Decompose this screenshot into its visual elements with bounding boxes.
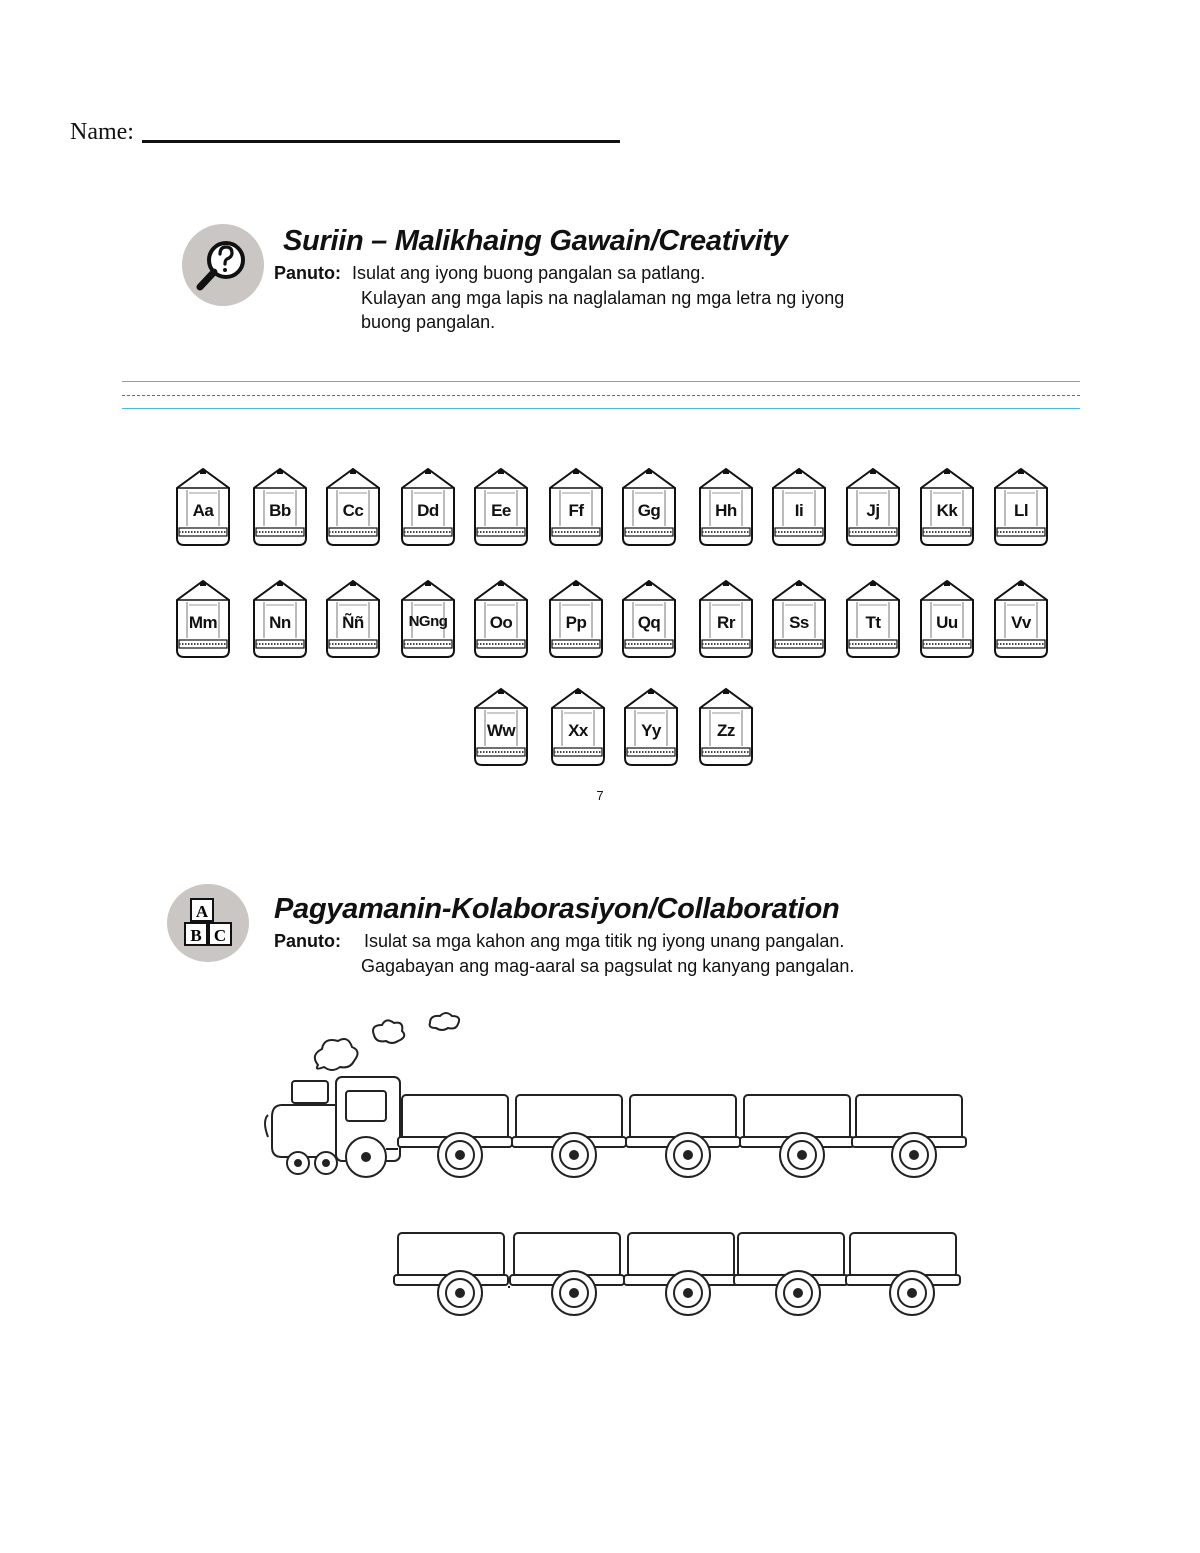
panuto-label: Panuto: [274, 263, 341, 283]
pencil-letter[interactable] [546, 578, 606, 660]
pencil-letter[interactable] [398, 578, 458, 660]
pencil-letter-label: Tt [865, 613, 881, 632]
pencil-letter-label: Oo [489, 613, 513, 632]
pencil-letter[interactable] [471, 686, 531, 768]
pencil-letter-label: Dd [417, 501, 439, 520]
wagon-box[interactable] [624, 1233, 738, 1315]
magnifier-question-icon [182, 224, 264, 306]
pencil-letter[interactable] [769, 578, 829, 660]
wagon-box[interactable] [512, 1095, 626, 1177]
pencil-letter-label: Xx [568, 721, 588, 740]
pencil-letter-label: Ff [568, 501, 584, 520]
pencil-letter-label: Ll [1013, 501, 1029, 520]
name-blank-line[interactable] [142, 140, 620, 143]
pencil-letter[interactable] [250, 466, 310, 548]
pencil-letter-label: Cc [342, 501, 364, 520]
pencil-letter[interactable] [843, 578, 903, 660]
page-number: 7 [596, 788, 604, 803]
pencil-letter[interactable] [471, 466, 531, 548]
wagon-box[interactable] [626, 1095, 740, 1177]
pencil-letter[interactable] [696, 466, 756, 548]
wagon-box[interactable] [398, 1095, 512, 1177]
pencil-letter-label: Bb [269, 501, 291, 520]
pencil-letter-label: Qq [637, 613, 661, 632]
pencil-letter-label: Ee [491, 501, 511, 520]
pencil-letter-label: Pp [565, 613, 587, 632]
smoke-cloud-icon [315, 1039, 358, 1070]
panuto-pagyamanin [274, 930, 844, 953]
section-title-pagyamanin: Pagyamanin-Kolaborasiyon/Collaboration [274, 893, 840, 925]
block-letter-c: C [213, 926, 227, 945]
pencil-letter[interactable] [843, 466, 903, 548]
pencil-letter-label: NGng [408, 613, 448, 630]
pencil-letter-label: Ii [794, 501, 804, 520]
abc-blocks-icon [167, 884, 249, 962]
guide-base-line [122, 408, 1080, 409]
block-letter-b: B [190, 926, 202, 945]
pencil-letter[interactable] [991, 578, 1051, 660]
pencil-letter-label: Yy [641, 721, 661, 740]
pencil-letter[interactable] [546, 466, 606, 548]
pencil-letter-label: Kk [936, 501, 958, 520]
panuto-suriin [274, 262, 705, 285]
wagon-box[interactable] [734, 1233, 848, 1315]
pencil-letter-label: Ss [789, 613, 809, 632]
block-letter-a: A [195, 902, 209, 921]
pencil-letter[interactable] [173, 578, 233, 660]
pencil-letter[interactable] [621, 686, 681, 768]
pencil-letter-label: Aa [192, 501, 214, 520]
pencil-letter[interactable] [471, 578, 531, 660]
pencil-letter[interactable] [548, 686, 608, 768]
pencil-letter[interactable] [991, 466, 1051, 548]
pencil-letter-label: Uu [936, 613, 958, 632]
pencil-letter[interactable] [696, 686, 756, 768]
pencil-letter-label: Ww [486, 721, 516, 740]
pencil-letter-label: Hh [715, 501, 737, 520]
pencil-letter[interactable] [250, 578, 310, 660]
pencil-letter-label: Ññ [342, 613, 364, 632]
wagon-box[interactable] [846, 1233, 960, 1315]
pencil-letter[interactable] [696, 578, 756, 660]
guide-mid-dashed-line [122, 395, 1080, 396]
wagon-box[interactable] [510, 1233, 624, 1315]
train-illustration [260, 1005, 980, 1335]
pencil-letter[interactable] [619, 578, 679, 660]
pencil-letter-label: Jj [866, 501, 880, 520]
pencil-letter-label: Gg [637, 501, 661, 520]
pencil-letter[interactable] [323, 578, 383, 660]
instruction-line-2: Kulayan ang mga lapis na naglalaman ng mga letra ng iyong [361, 288, 845, 308]
pencil-letter[interactable] [323, 466, 383, 548]
panuto-label: Panuto: [274, 931, 341, 951]
pencil-letter[interactable] [917, 578, 977, 660]
pencil-letter[interactable] [173, 466, 233, 548]
pencil-letter[interactable] [619, 466, 679, 548]
pencil-letter-label: Vv [1011, 613, 1031, 632]
locomotive-icon [265, 1077, 400, 1177]
pencil-letter[interactable] [917, 466, 977, 548]
pencil-letter-label: Mm [188, 613, 218, 632]
name-field [70, 118, 620, 146]
instruction-line-3: buong pangalan. [361, 312, 496, 332]
wagon-box[interactable] [394, 1233, 508, 1315]
instruction-line-2: Gagabayan ang mag-aaral sa pagsulat ng kanyang pangalan. [361, 956, 855, 976]
name-label: Name: [70, 119, 134, 145]
pencil-letter-label: Nn [269, 613, 291, 632]
pencil-letter[interactable] [769, 466, 829, 548]
section-title-suriin: Suriin – Malikhaing Gawain/Creativity [283, 225, 788, 257]
wagon-row-2 [394, 1233, 960, 1315]
instruction-line-1: Isulat sa mga kahon ang mga titik ng iyong unang pangalan. [364, 931, 845, 951]
instruction-line-1: Isulat ang iyong buong pangalan sa patlang. [352, 263, 706, 283]
pencil-letter-label: Zz [717, 721, 735, 740]
smoke-cloud-icon [430, 1013, 460, 1030]
wagon-box[interactable] [852, 1095, 966, 1177]
pencil-letter[interactable] [398, 466, 458, 548]
pencil-letter-label: Rr [717, 613, 735, 632]
smoke-cloud-icon [373, 1020, 404, 1043]
wagon-box[interactable] [740, 1095, 854, 1177]
wagon-row-1 [398, 1095, 966, 1177]
guide-top-line [122, 381, 1080, 382]
